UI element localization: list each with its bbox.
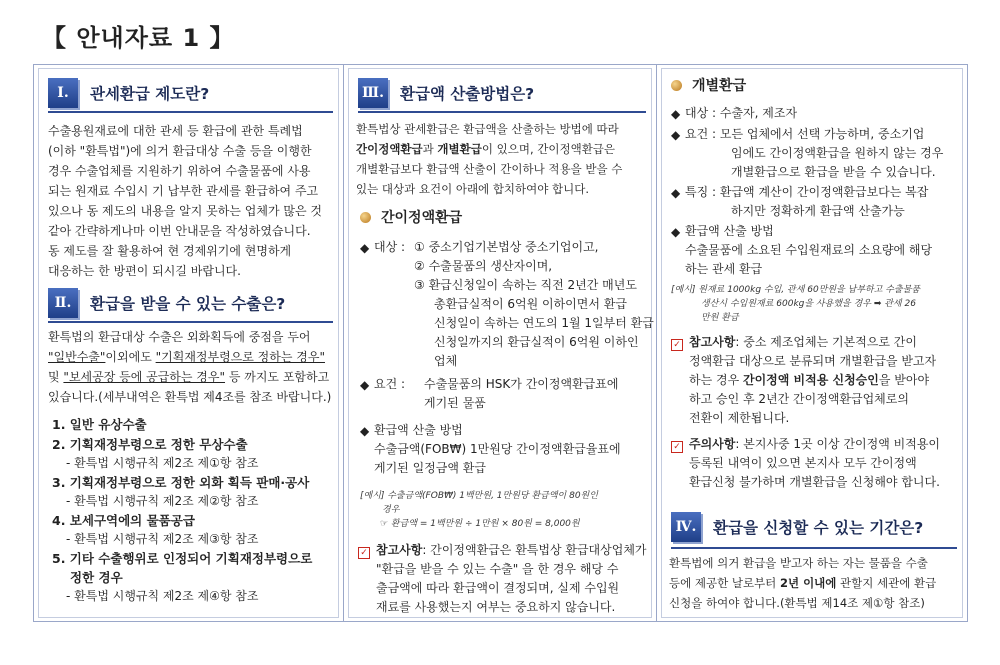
text-line: (이하 "환특법")에 의거 환급대상 수출 등을 이행한: [48, 144, 312, 158]
label: 요건 :: [374, 377, 406, 391]
list-item: - 환특법 시행규칙 제2조 제②항 참조: [66, 494, 259, 508]
text: 등에 제공한 날로부터: [669, 576, 780, 590]
text-line: 환특법에 의거 환급을 받고자 하는 자는 물품을 수출: [669, 556, 928, 570]
bold-text: 간이정액 비적용 신청승인: [743, 373, 879, 387]
section-2-body: [48, 327, 340, 407]
section-title: 환급액 산출방법은?: [400, 85, 535, 103]
section-title: 환급을 받을 수 있는 수출은?: [90, 295, 286, 313]
text-line: 환특법의 환급대상 수출은 외화획득에 중점을 두어: [48, 330, 311, 344]
list-item: 수출물품의 HSK가 간이정액환급표에: [424, 377, 619, 391]
diamond-bullet-icon: ◆: [671, 225, 681, 239]
text-line: 있으나 동 제도의 내용을 알지 못하는 업체가 많은 것: [48, 204, 322, 218]
text: : 본지사중 1곳 이상 간이정액 비적용이: [735, 437, 941, 451]
checkbox-icon: ✓: [358, 547, 370, 559]
subsection-header: [671, 75, 746, 95]
list-item: 개별환급으로 환급을 받을 수 있습니다.: [731, 165, 936, 179]
column-1: [34, 65, 344, 621]
text: : 간이정액환급은 환특법상 환급대상업체가: [422, 543, 647, 557]
section-3-body: [356, 119, 656, 199]
note-line: 정액환급 대상으로 분류되며 개별환급을 받고자: [689, 354, 937, 368]
list-item: 5. 기타 수출행위로 인정되어 기획재정부령으로: [52, 551, 313, 566]
list-item: 요건 : 모든 업체에서 선택 가능하며, 중소기업: [685, 127, 925, 141]
text-line: 신청을 하여야 합니다.(환특법 제14조 제①항 참조): [669, 596, 925, 610]
document-frame: [33, 64, 968, 622]
text: 이외에도: [105, 350, 156, 364]
text-line: [356, 139, 656, 159]
example-text: ☞ 환급액 = 1백만원 ÷ 1만원 × 80원 = 8,000원: [380, 519, 580, 529]
text-line: 있는 대상과 요건이 아래에 합치하여야 합니다.: [356, 182, 590, 196]
note-line: 출금액에 따라 환급액이 결정되며, 실제 수입원: [376, 581, 620, 595]
text-line: 대응하는 한 방편이 되시길 바랍니다.: [48, 264, 241, 278]
note-label: 참고사항: [689, 335, 736, 349]
note-line: [671, 435, 940, 454]
note-line: "환급을 받을 수 있는 수출" 을 한 경우 해당 수: [376, 562, 619, 576]
text-line: 환특법상 관세환급은 환급액을 산출하는 방법에 따라: [356, 122, 619, 136]
list-item: 환급액 산출 방법: [374, 423, 463, 437]
list-item: 임에도 간이정액환급을 원하지 않는 경우: [731, 146, 944, 160]
list-item: 총환급실적이 6억원 이하이면서 환급: [434, 297, 627, 311]
section-number: Ⅰ.: [48, 78, 78, 108]
diamond-bullet-icon: ◆: [360, 424, 370, 438]
bullet-dot-icon: [671, 80, 682, 91]
divider: [671, 547, 957, 549]
example-text: 경우: [382, 505, 400, 515]
underlined-text: "일반수출": [48, 350, 106, 364]
list-item: ① 중소기업기본법상 중소기업이고,: [414, 240, 599, 254]
subsection-title: 간이정액환급: [381, 210, 463, 226]
text: 및: [48, 370, 64, 384]
diamond-bullet-icon: ◆: [360, 378, 370, 392]
section-number: Ⅱ.: [48, 288, 78, 318]
diamond-bullet-icon: ◆: [671, 186, 681, 200]
subsection-title: 개별환급: [692, 78, 747, 94]
section-title: 관세환급 제도란?: [90, 85, 210, 103]
text: : 중소 제조업체는 기본적으로 간이: [735, 335, 917, 349]
column-2: [344, 65, 657, 621]
list-item: 업체: [434, 354, 458, 368]
list-item: 하지만 정확하게 환급액 산출가능: [731, 204, 905, 218]
list-item: - 환특법 시행규칙 제2조 제①항 참조: [66, 456, 259, 470]
bold-text: 간이정액환급: [356, 142, 423, 156]
note-line: [689, 371, 929, 390]
section-1-body: [48, 121, 338, 281]
example-text: [예시] 수출금액(FOB₩) 1백만원, 1만원당 환급액이 80원인: [360, 491, 598, 501]
text-line: 되는 원재료 수입시 기 납부한 관세를 환급하여 주고: [48, 184, 319, 198]
divider: [48, 111, 333, 113]
example-text: 만원 환급: [701, 313, 739, 323]
note-line: 등록된 내역이 있으면 본지사 모두 간이정액: [689, 456, 917, 470]
note-line: [671, 333, 917, 352]
text-line: 경우 수출업체를 지원하기 위하여 수출물품에 사용: [48, 164, 311, 178]
bold-text: 2년 이내에: [779, 576, 837, 590]
text-line: 개별환급보다 환급액 산출이 간이하나 적용을 받을 수: [356, 162, 623, 176]
note-line: 환급신청 불가하며 개별환급을 신청해야 합니다.: [689, 475, 940, 489]
list-item: 수출물품에 소요된 수입원재료의 소요량에 해당: [685, 243, 933, 257]
note-line: 하고 승인 후 2년간 간이정액환급업체로의: [689, 392, 909, 406]
note-line: [358, 541, 647, 560]
text: 하는 경우: [689, 373, 743, 387]
list-item: - 환특법 시행규칙 제2조 제④항 참조: [66, 589, 259, 603]
note-line: 재료를 사용했는지 여부는 중요하지 않습니다.: [376, 600, 616, 614]
page-title: 【 안내자료 1 】: [42, 24, 235, 52]
list-item: 수출금액(FOB₩) 1만원당 간이정액환급율표에: [374, 442, 621, 456]
section-2-header: [48, 287, 285, 319]
label: 대상 :: [374, 240, 406, 254]
section-number: Ⅲ.: [358, 78, 388, 108]
list-item: - 환특법 시행규칙 제2조 제③항 참조: [66, 532, 259, 546]
column-3: [657, 65, 967, 621]
underlined-text: "보세공장 등에 공급하는 경우": [63, 370, 226, 384]
list-item: 특징 : 환급액 계산이 간이정액환급보다는 복잡: [685, 185, 929, 199]
example-text: 생산시 수입원재료 600kg을 사용했을 경우 ➡ 관세 26: [701, 299, 916, 309]
section-number: Ⅳ.: [671, 512, 701, 542]
diamond-bullet-icon: ◆: [671, 128, 681, 142]
example-text: [예시] 원재료 1000kg 수입, 관세 60만원을 납부하고 수출물품: [671, 285, 921, 295]
section-title: 환급을 신청할 수 있는 기간은?: [713, 519, 924, 537]
divider: [48, 321, 333, 323]
list-item: ② 수출물품의 생산자이며,: [414, 259, 553, 273]
list-item: 3. 기획재정부령으로 정한 외화 획득 판매·공사: [52, 475, 310, 490]
text-line: [48, 347, 340, 367]
list-item: 환급액 산출 방법: [685, 224, 774, 238]
bullet-dot-icon: [360, 212, 371, 223]
divider: [358, 111, 646, 113]
bold-text: 개별환급: [437, 142, 482, 156]
text-line: 같아 간략하게나마 이번 안내문을 작성하였습니다.: [48, 224, 311, 238]
list-item: 정한 경우: [70, 570, 123, 585]
list-item: ③ 환급신청일이 속하는 직전 2년간 매년도: [414, 278, 637, 292]
section-4-body: [669, 553, 965, 613]
section-4-header: [671, 511, 923, 543]
list-item: 게기된 물품: [424, 396, 486, 410]
text-line: 있습니다.(세부내역은 환특법 제4조를 참조 바랍니다.): [48, 390, 332, 404]
subsection-header: [360, 207, 462, 227]
list-item: 대상 : 수출자, 제조자: [685, 106, 798, 120]
list-item: 하는 관세 환급: [685, 262, 763, 276]
note-label: 주의사항: [689, 437, 736, 451]
list-item: 1. 일반 유상수출: [52, 417, 147, 432]
checkbox-icon: ✓: [671, 441, 683, 453]
checkbox-icon: ✓: [671, 339, 683, 351]
text-line: 수출용원재료에 대한 관세 등 환급에 관한 특례법: [48, 124, 303, 138]
text: 관할지 세관에 환급: [836, 576, 937, 590]
text: 을 받아야: [878, 373, 930, 387]
underlined-text: "기획재정부령으로 정하는 경우": [155, 350, 325, 364]
note-line: 전환이 제한됩니다.: [689, 411, 790, 425]
list-item: 신청일이 속하는 연도의 1월 1일부터 환급: [434, 316, 654, 330]
list-item: 2. 기획재정부령으로 정한 무상수출: [52, 437, 248, 452]
section-1-header: [48, 77, 209, 109]
diamond-bullet-icon: ◆: [360, 241, 370, 255]
note-label: 참고사항: [376, 543, 423, 557]
list-item: 신청일까지의 환급실적이 6억원 이하인: [434, 335, 639, 349]
text-line: 동 제도를 잘 활용하여 현 경제위기에 현명하게: [48, 244, 292, 258]
text-line: [48, 367, 340, 387]
text: 과: [422, 142, 438, 156]
diamond-bullet-icon: ◆: [671, 107, 681, 121]
section-3-header: [358, 77, 534, 109]
text: 등 까지도 포함하고: [225, 370, 330, 384]
list-item: 4. 보세구역에의 물품공급: [52, 513, 195, 528]
text: 이 있으며, 간이정액환급은: [481, 142, 616, 156]
list-item: 게기된 일정금액 환급: [374, 461, 486, 475]
text-line: [669, 573, 965, 593]
